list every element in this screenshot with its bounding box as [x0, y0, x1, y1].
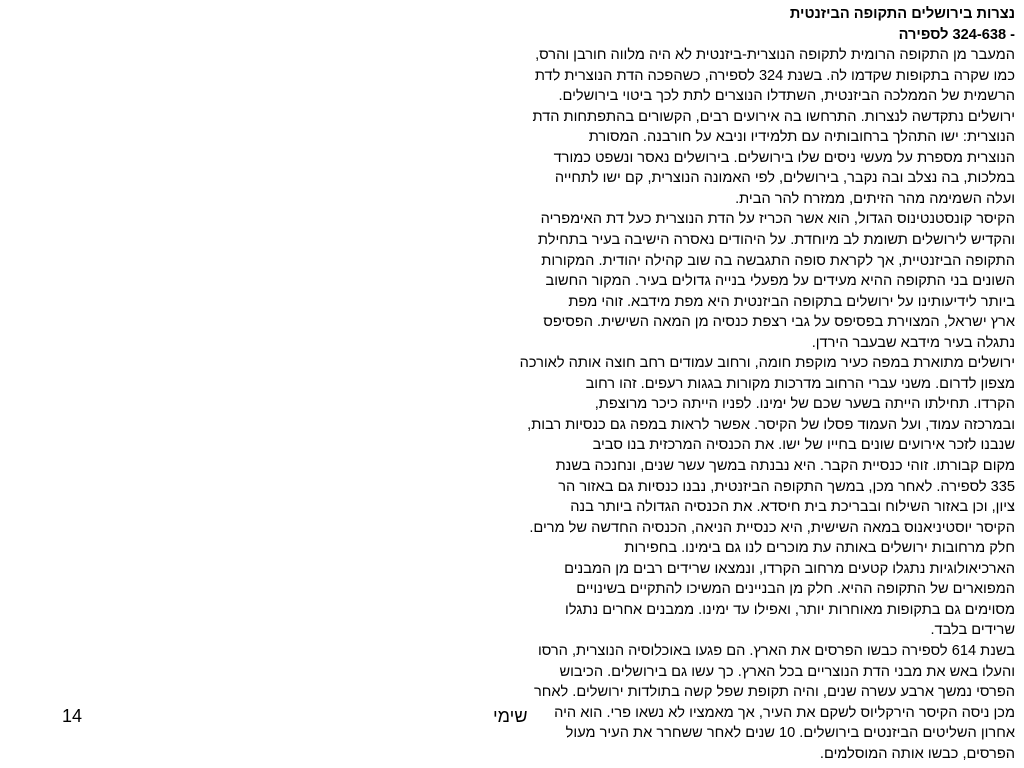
body-line: והקדיש לירושלים תשומת לב מיוחדת. על היהודים נאסרה הישיבה בעיר בתחילת	[537, 232, 1015, 249]
body-line: הנוצרית: ישו התהלך ברחובותיה עם תלמידיו וניבא על חורבנה. המסורת	[588, 129, 1015, 146]
body-line: שנבנו לזכר אירועים שונים בחייו של ישו. את הכנסיה המרכזית בנו סביב	[592, 437, 1015, 454]
body-line: התקופה הביזנטיית, אך לקראת סופה התגבשה בה שוב קהילה יהודית. המקורות	[541, 252, 1015, 269]
body-line: בשנת 614 לספירה כבשו הפרסים את הארץ. הם פגעו באוכלוסיה הנוצרית, הרסו	[537, 642, 1015, 659]
body-line: מכן ניסה הקיסר הירקליוס לשקם את העיר, אך מאמציו לא נשאו פרי. הוא היה	[554, 704, 1015, 721]
body-line: ירושלים נתקדשה לנצרות. התרחשו בה אירועים רבים, הקשורים בהתפתחות הדת	[532, 108, 1015, 125]
body-line: ירושלים מתוארת במפה כעיר מוקפת חומה, ורחוב עמודים רחב חוצה אותה לאורכה	[519, 355, 1015, 372]
document-title: נצרות בירושלים התקופה הביזנטית	[789, 6, 1015, 22]
body-line: והעלו באש את מבני הדת הנוצריים בכל הארץ. כך עשו גם בירושלים. הכיבוש	[559, 663, 1015, 680]
text-block	[460, 4, 1015, 764]
body-line: הארכיאולוגיות נתגלו קטעים מרחוב הקרדו, ונמצאו שרידים רבים מן המבנים	[564, 560, 1015, 577]
body-line: 335 לספירה. לאחר מכן, במשך התקופה הביזנטית, נבנו כנסיות גם באזור הר	[558, 478, 1015, 495]
body-line: ועלה השמימה מהר הזיתים, ממזרח להר הבית.	[735, 190, 1015, 207]
body-line: הקרדו. תחילתו הייתה בשער שכם של ימינו. לפניו הייתה כיכר מרוצפת,	[594, 396, 1015, 413]
body-line: ביותר לידיעותינו על ירושלים בתקופה הביזנטית היא מפת מידבא. זוהי מפת	[568, 293, 1015, 310]
footer-author: שימי	[493, 706, 528, 726]
body-line: חלק מרחובות ירושלים באותה עת מוכרים לנו גם בימינו. בחפירות	[624, 540, 1015, 557]
body-line: הפרסי נמשך ארבע עשרה שנים, והיה תקופת שפל קשה בתולדות ירושלים. לאחר	[533, 684, 1015, 701]
body-line: הנוצרית מספרת על מעשי ניסים שלו בירושלים. בירושלים נאסר ונשפט כמורד	[553, 149, 1015, 166]
body-line: ובמרכזה עמוד, ועל העמוד פסלו של הקיסר. אפשר לראות במפה גם כנסיות רבות,	[527, 416, 1015, 433]
body-line: הרשמית של הממלכה הביזנטית, השתדלו הנוצרים לתת לכך ביטוי בירושלים.	[558, 88, 1015, 105]
body-line: שרידים בלבד.	[930, 622, 1015, 639]
body-line: מצפון לדרום. משני עברי הרחוב מדרכות מקורות בגגות רעפים. זהו רחוב	[585, 375, 1015, 392]
body-line: הפרסים, כבשו אותה המוסלמים.	[819, 745, 1015, 762]
body-line: הקיסר יוסטיניאנוס במאה השישית, היא כנסיית הניאה, הכנסיה החדשה של מרים.	[529, 519, 1015, 536]
body-line: נתגלה בעיר מידבא שבעבר הירדן.	[811, 334, 1015, 351]
body-line: המפוארים של התקופה ההיא. חלק מן הבניינים המשיכו להתקיים בשינויים	[576, 581, 1015, 598]
body-line: מקום קבורתו. זוהי כנסיית הקבר. היא נבנתה במשך עשר שנים, ונחנכה בשנת	[555, 458, 1015, 475]
page-number: 14	[62, 706, 83, 726]
body-line: ארץ ישראל, המצוירת בפסיפס על גבי רצפת כנסיה מן המאה השישית. הפסיפס	[543, 314, 1015, 331]
body-line: המעבר מן התקופה הרומית לתקופה הנוצרית-ביזנטית לא היה מלווה חורבן והרס,	[535, 47, 1015, 64]
body-line: כמו שקרה בתקופות שקדמו לה. בשנת 324 לספירה, כשהפכה הדת הנוצרית לדת	[534, 67, 1015, 84]
body-line: אחרון השליטים הביזנטים בירושלים. 10 שנים לאחר ששחרר את העיר מעול	[565, 725, 1015, 742]
body-line: במלכות, בה נצלב ובה נקבר, בירושלים, לפי האמונה הנוצרית, קם ישו לתחייה	[554, 170, 1015, 187]
body-line: מסוימים גם בתקופות מאוחרות יותר, ואפילו עד ימינו. ממבנים אחרים נתגלו	[565, 601, 1015, 618]
document-subtitle: - 324-638 לספירה	[898, 26, 1015, 43]
body-text	[460, 45, 1015, 764]
body-line: הקיסר קונסטנטינוס הגדול, הוא אשר הכריז על הדת הנוצרית כעל דת האימפריה	[540, 211, 1015, 228]
body-line: ציון, וכן באזור השילוח ובבריכת בית חיסדא. את הכנסיה הגדולה ביותר בנה	[570, 499, 1015, 516]
body-line: השונים בני התקופה ההיא מעידים על מפעלי בנייה גדולים בעיר. המקור החשוב	[545, 273, 1015, 290]
